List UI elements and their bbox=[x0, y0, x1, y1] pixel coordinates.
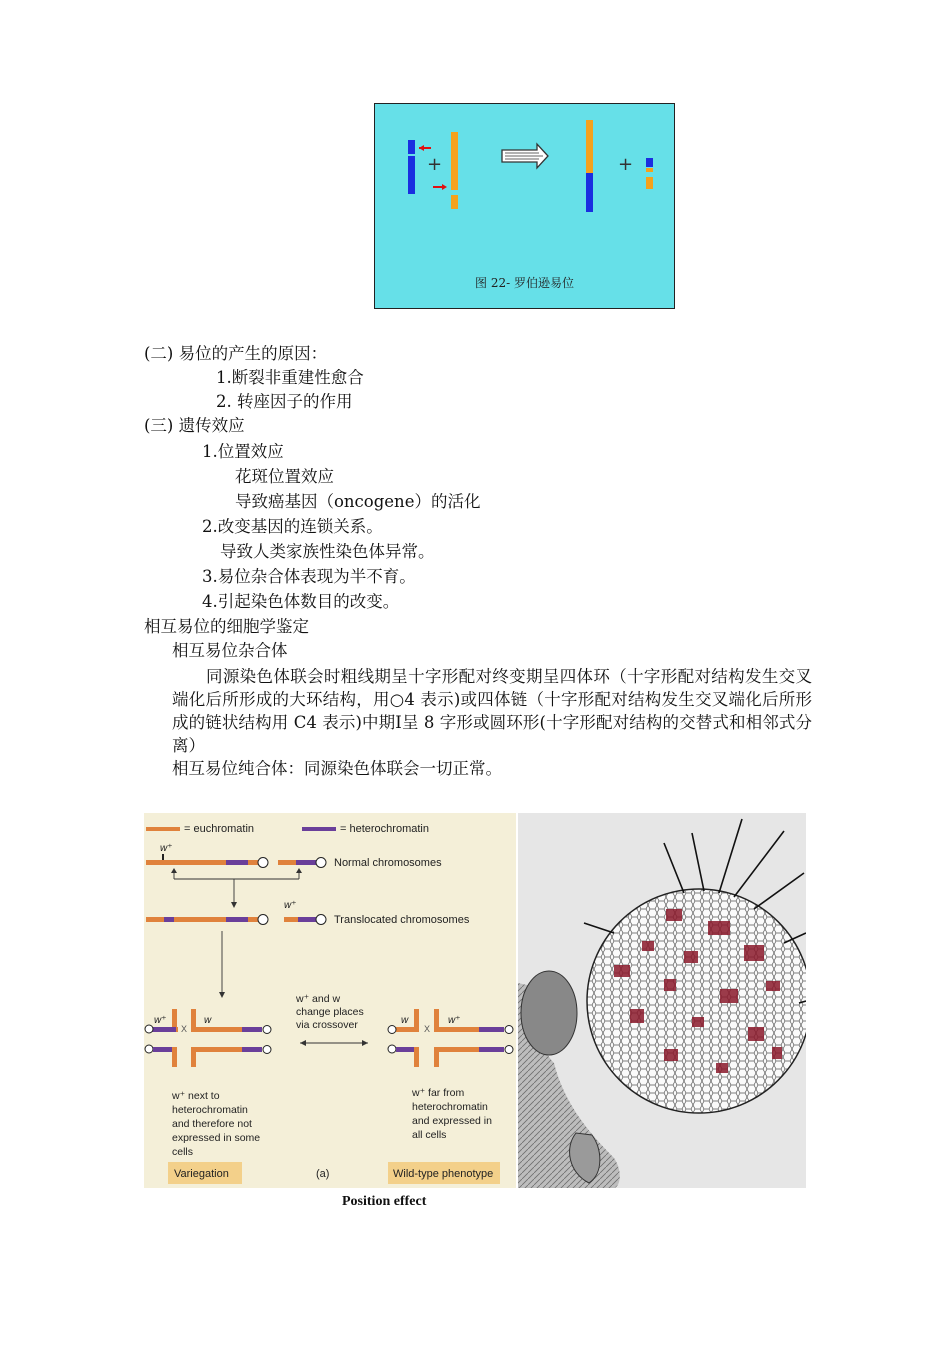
heterozygote-paragraph: 同源染色体联会时粗线期呈十字形配对终变期呈四体环（十字形配对结构发生交叉端化后所形成的大环结构，用○4 表示)或四体链（十字形配对结构发生交叉端化后所形成的链状结构用 C4 表示)中期Ⅰ呈 8 字形或圆环形(十字形配对结构的交替式和相邻式分离） bbox=[172, 667, 812, 755]
translocated-chromosome-1 bbox=[146, 917, 164, 922]
fused-chromosome-orange bbox=[586, 120, 593, 173]
label-wplus-2: w⁺ bbox=[284, 900, 297, 911]
legend-heterochromatin: = heterochromatin bbox=[340, 823, 429, 835]
large-chromosome-bottom bbox=[451, 195, 458, 209]
svg-text:w⁺ next to: w⁺ next to bbox=[172, 1090, 220, 1102]
heterozygote-title: 相互易位杂合体 bbox=[172, 641, 288, 660]
fragment-orange bbox=[646, 177, 653, 189]
svg-text:w: w bbox=[204, 1015, 212, 1026]
large-chromosome-top bbox=[451, 132, 458, 190]
svg-text:heterochromatin: heterochromatin bbox=[172, 1104, 248, 1116]
position-effect-figure bbox=[144, 813, 806, 1188]
effect-3: 3.易位杂合体表现为半不育。 bbox=[202, 567, 416, 586]
euchromatin-swatch bbox=[146, 827, 180, 831]
compound-eye bbox=[587, 889, 806, 1113]
hollow-arrow-icon bbox=[502, 144, 548, 168]
svg-text:cells: cells bbox=[172, 1146, 194, 1158]
legend-euchromatin: = euchromatin bbox=[184, 823, 255, 835]
normal-chromosome-2 bbox=[278, 860, 296, 865]
crossover-text-2: change places bbox=[296, 1006, 364, 1018]
fly-eye-illustration bbox=[518, 813, 806, 1188]
label-translocated: Translocated chromosomes bbox=[334, 914, 470, 926]
svg-text:w⁺: w⁺ bbox=[154, 1015, 167, 1026]
homozygote-line: 相互易位纯合体：同源染色体联会一切正常。 bbox=[172, 759, 502, 778]
wildtype-label: Wild-type phenotype bbox=[393, 1168, 494, 1180]
figure-robertsonian-translocation bbox=[374, 103, 675, 309]
normal-chromosome-1 bbox=[146, 860, 226, 865]
svg-text:heterochromatin: heterochromatin bbox=[412, 1101, 488, 1113]
effect-1a: 花斑位置效应 bbox=[235, 467, 334, 486]
label-wplus-1: w⁺ bbox=[160, 843, 173, 854]
plus-sign-1: + bbox=[427, 154, 443, 175]
svg-text:w⁺ far from: w⁺ far from bbox=[412, 1087, 465, 1099]
panel-label: (a) bbox=[316, 1168, 330, 1180]
small-chromosome-top bbox=[408, 140, 415, 154]
effect-2: 2.改变基因的连锁关系。 bbox=[202, 517, 383, 536]
variegation-label: Variegation bbox=[174, 1168, 229, 1180]
effect-4: 4.引起染色体数目的改变。 bbox=[202, 592, 400, 611]
heterochromatin-swatch bbox=[302, 827, 336, 831]
small-chromosome-bottom bbox=[408, 156, 415, 194]
section-3-heading: (三) 遗传效应 bbox=[144, 416, 245, 435]
section-2-heading: (二) 易位的产生的原因： bbox=[144, 344, 328, 363]
crossover-text-3: via crossover bbox=[296, 1019, 358, 1031]
svg-text:X: X bbox=[424, 1024, 431, 1034]
position-effect-caption: Position effect bbox=[342, 1194, 427, 1209]
svg-text:and therefore not: and therefore not bbox=[172, 1118, 252, 1130]
translocated-chromosome-2 bbox=[284, 917, 298, 922]
fused-chromosome-blue bbox=[586, 173, 593, 212]
svg-text:and expressed in: and expressed in bbox=[412, 1115, 492, 1127]
plus-sign-2: + bbox=[618, 154, 634, 175]
svg-text:w⁺: w⁺ bbox=[448, 1015, 461, 1026]
effect-2a: 导致人类家族性染色体异常。 bbox=[220, 542, 435, 561]
cause-2: 2. 转座因子的作用 bbox=[216, 392, 353, 411]
fragment-blue bbox=[646, 158, 653, 167]
crossover-text-1: w⁺ and w bbox=[296, 993, 341, 1005]
cytology-heading: 相互易位的细胞学鉴定 bbox=[144, 617, 309, 636]
effect-1b: 导致癌基因（oncogene）的活化 bbox=[235, 492, 481, 511]
label-normal-chromosomes: Normal chromosomes bbox=[334, 857, 442, 869]
svg-text:X: X bbox=[181, 1024, 188, 1034]
effect-1: 1.位置效应 bbox=[202, 442, 284, 461]
svg-text:expressed in some: expressed in some bbox=[172, 1132, 261, 1144]
svg-text:all cells: all cells bbox=[412, 1129, 447, 1141]
svg-text:w: w bbox=[401, 1015, 409, 1026]
figure-caption: 图 22- 罗伯逊易位 bbox=[475, 276, 574, 290]
cause-1: 1.断裂非重建性愈合 bbox=[216, 368, 364, 387]
